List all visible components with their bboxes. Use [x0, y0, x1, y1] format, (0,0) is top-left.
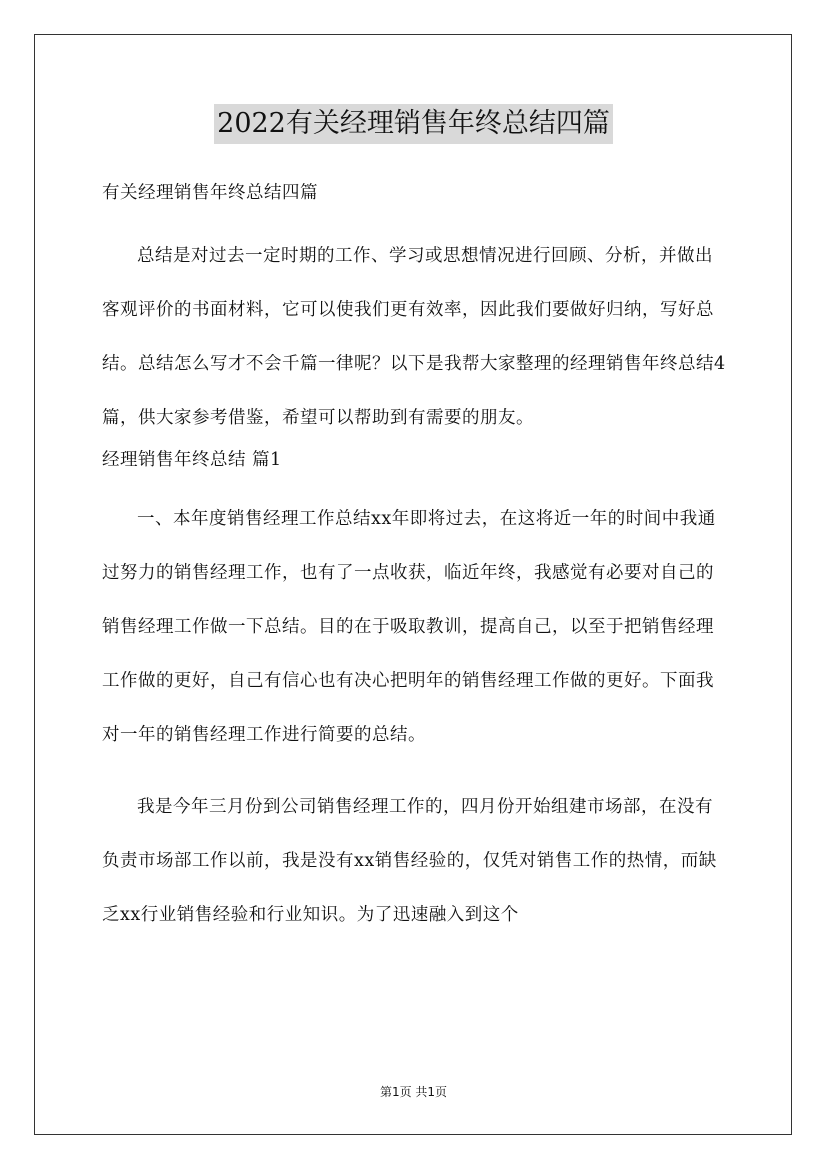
- document-title-wrapper: [0, 104, 827, 144]
- body-paragraph-2: 我是今年三月份到公司销售经理工作的，四月份开始组建市场部，在没有负责市场部工作以前，我是没有xx销售经验的，仅凭对销售工作的热情，而缺乏xx行业销售经验和行业知识。为了迅速融入到这个: [102, 797, 717, 925]
- section-heading: 经理销售年终总结 篇1: [102, 450, 282, 470]
- page-footer: [0, 1083, 827, 1100]
- intro-paragraph: 总结是对过去一定时期的工作、学习或思想情况进行回顾、分析，并做出客观评价的书面材料，它可以使我们更有效率，因此我们要做好归纳，写好总结。总结怎么写才不会千篇一律呢？以下是我帮大家整理的经理销售年终总结4篇，供大家参考借鉴，希望可以帮助到有需要的朋友。: [102, 246, 726, 428]
- document-title: 2022有关经理销售年终总结四篇: [214, 104, 613, 144]
- page-number: 第1页 共1页: [379, 1085, 448, 1099]
- document-subtitle: 有关经理销售年终总结四篇: [102, 183, 318, 203]
- body-paragraph-1: 一、本年度销售经理工作总结xx年即将过去，在这将近一年的时间中我通过努力的销售经理工作，也有了一点收获，临近年终，我感觉有必要对自己的销售经理工作做一下总结。目的在于吸取教训，提高自己，以至于把销售经理工作做的更好，自己有信心也有决心把明年的销售经理工作做的更好。下面我对一年的销售经理工作进行简要的总结。: [102, 509, 716, 745]
- document-body: [102, 175, 728, 942]
